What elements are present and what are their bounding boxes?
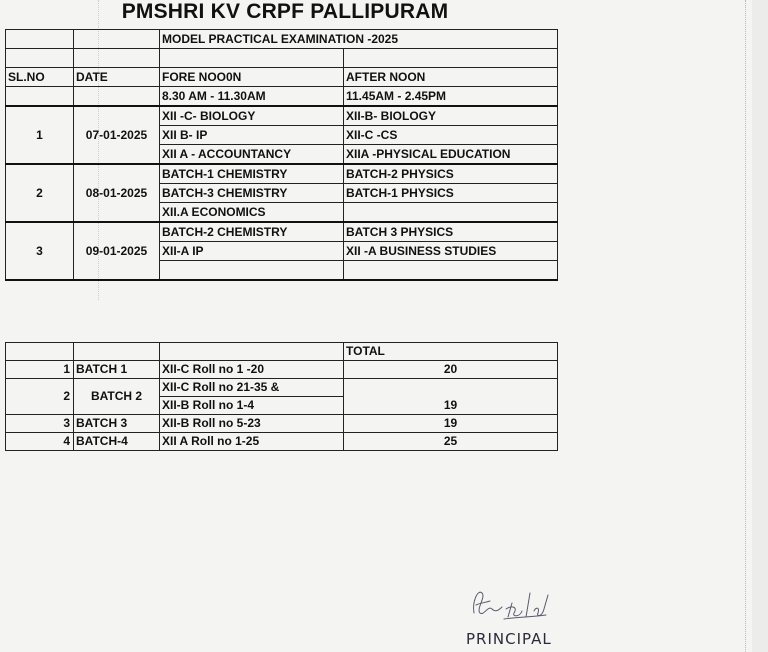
batch-row: [6, 361, 558, 379]
page-edge-shade: [752, 0, 768, 652]
batch-total: 25: [344, 433, 558, 451]
batch-number: 3: [6, 415, 74, 433]
day-date: 08-01-2025: [74, 164, 160, 222]
batch-number: 2: [6, 379, 74, 415]
batch-number: 1: [6, 361, 74, 379]
forenoon-cell: BATCH-2 CHEMISTRY: [160, 222, 344, 242]
batch-total: 20: [344, 361, 558, 379]
school-title: PMSHRI KV CRPF PALLIPURAM: [121, 0, 449, 23]
batch-row: [6, 379, 558, 397]
forenoon-cell: XII-A IP: [160, 242, 344, 261]
forenoon-cell: XII A - ACCOUNTANCY: [160, 145, 344, 165]
batch-number: 4: [6, 433, 74, 451]
blank-cell: [6, 30, 74, 49]
header-forenoon: FORE NOO0N: [160, 68, 344, 87]
afternoon-cell: BATCH-2 PHYSICS: [344, 164, 558, 184]
schedule-row: [6, 222, 558, 242]
afternoon-cell: XII -A BUSINESS STUDIES: [344, 242, 558, 261]
afternoon-cell: BATCH 3 PHYSICS: [344, 222, 558, 242]
day-sl-no: 1: [6, 106, 74, 164]
batch-total: 19: [344, 415, 558, 433]
timings-row: [6, 87, 558, 107]
principal-signature: [468, 583, 568, 623]
schedule-row: [6, 164, 558, 184]
forenoon-cell: [160, 261, 344, 281]
forenoon-cell: BATCH-3 CHEMISTRY: [160, 184, 344, 203]
afternoon-timing: 11.45AM - 2.45PM: [344, 87, 558, 107]
forenoon-cell: XII B- IP: [160, 126, 344, 145]
total-header: TOTAL: [344, 343, 558, 361]
afternoon-cell: XIIA -PHYSICAL EDUCATION: [344, 145, 558, 165]
afternoon-cell: XII-C -CS: [344, 126, 558, 145]
day-date: 07-01-2025: [74, 106, 160, 164]
page-edge-line: [745, 0, 746, 652]
batch-table: [5, 342, 558, 451]
afternoon-cell: [344, 203, 558, 223]
blank-cell: [74, 30, 160, 49]
day-sl-no: 3: [6, 222, 74, 280]
batch-header-row: [6, 343, 558, 361]
header-sl-no: SL.NO: [6, 68, 74, 87]
batch-name: BATCH 2: [74, 379, 160, 415]
principal-label: PRINCIPAL: [466, 630, 552, 648]
header-row: [6, 68, 558, 87]
batch-roll: XII-C Roll no 1 -20: [160, 361, 344, 379]
batch-roll: XII-B Roll no 5-23: [160, 415, 344, 433]
afternoon-cell: [344, 261, 558, 281]
forenoon-cell: BATCH-1 CHEMISTRY: [160, 164, 344, 184]
batch-row: [6, 415, 558, 433]
forenoon-timing: 8.30 AM - 11.30AM: [160, 87, 344, 107]
batch-roll: XII A Roll no 1-25: [160, 433, 344, 451]
spacer-row: [6, 49, 558, 68]
afternoon-cell: BATCH-1 PHYSICS: [344, 184, 558, 203]
batch-name: BATCH 3: [74, 415, 160, 433]
afternoon-cell: XII-B- BIOLOGY: [344, 106, 558, 126]
header-date: DATE: [74, 68, 160, 87]
day-sl-no: 2: [6, 164, 74, 222]
forenoon-cell: XII.A ECONOMICS: [160, 203, 344, 223]
forenoon-cell: XII -C- BIOLOGY: [160, 106, 344, 126]
header-afternoon: AFTER NOON: [344, 68, 558, 87]
exam-schedule-table: [5, 29, 558, 281]
batch-roll: XII-C Roll no 21-35 &: [160, 379, 344, 397]
day-date: 09-01-2025: [74, 222, 160, 280]
batch-roll: XII-B Roll no 1-4: [160, 397, 344, 415]
batch-total: 19: [344, 379, 558, 415]
batch-row: [6, 433, 558, 451]
schedule-row: [6, 106, 558, 126]
exam-name: MODEL PRACTICAL EXAMINATION -2025: [160, 30, 558, 49]
exam-name-row: [6, 30, 558, 49]
batch-name: BATCH 1: [74, 361, 160, 379]
batch-name: BATCH-4: [74, 433, 160, 451]
